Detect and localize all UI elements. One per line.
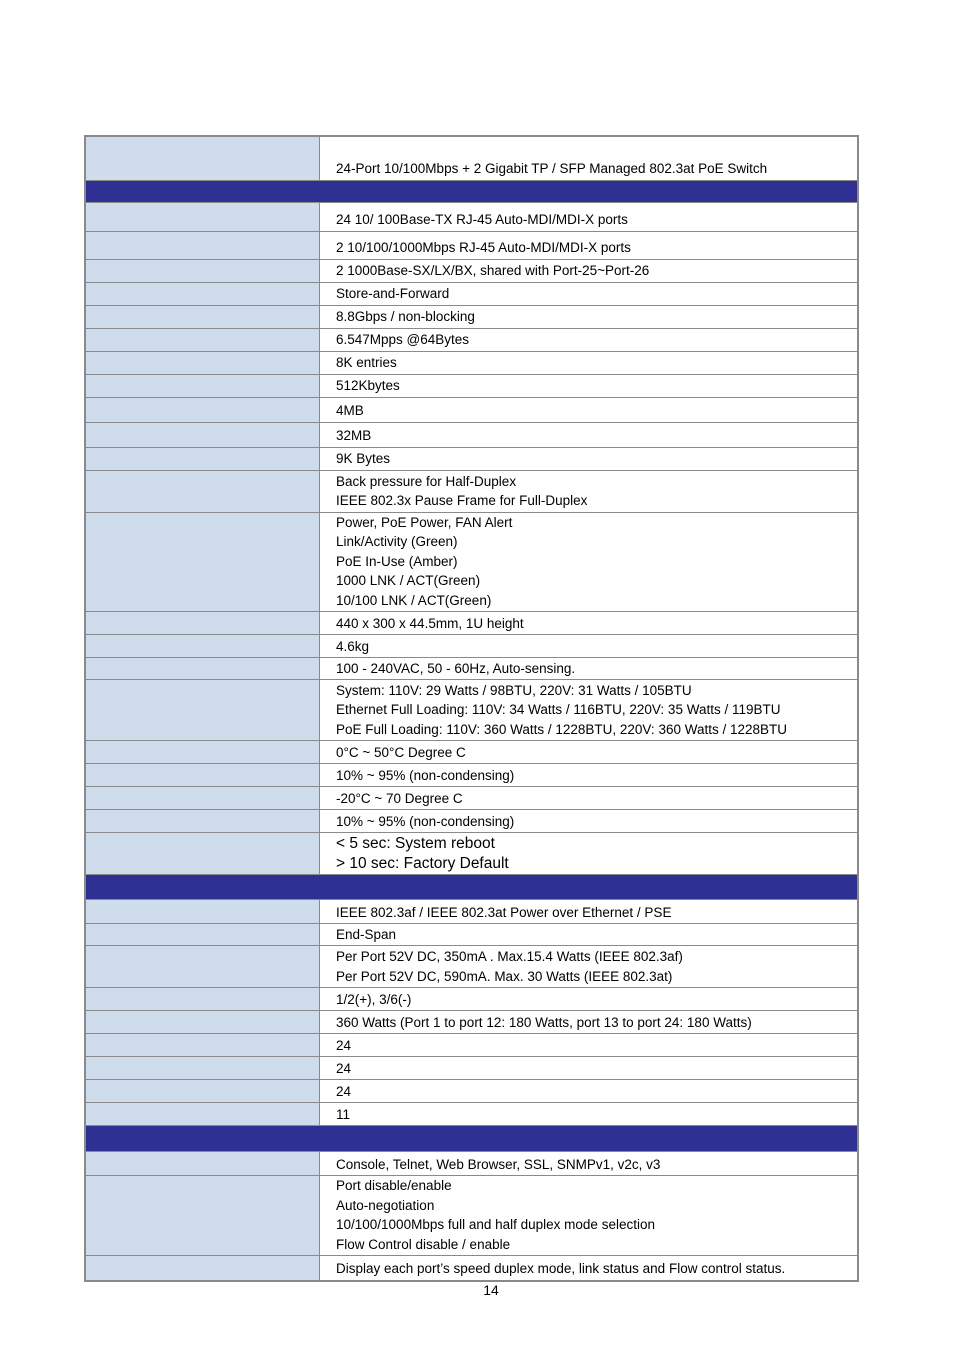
spec-value-line: 8.8Gbps / non-blocking	[336, 309, 475, 324]
spec-value-line: 100 - 240VAC, 50 - 60Hz, Auto-sensing.	[336, 660, 576, 676]
spec-row	[85, 136, 858, 180]
spec-value-cell	[320, 282, 859, 305]
spec-value-cell	[320, 1057, 859, 1080]
section-header-bar	[85, 1126, 858, 1152]
spec-label-cell	[85, 447, 320, 470]
spec-row	[85, 397, 858, 422]
spec-value-line: 360 Watts (Port 1 to port 12: 180 Watts, port 13 to port 24: 180 Watts)	[336, 1014, 752, 1030]
spec-label-cell	[85, 635, 320, 658]
spec-row	[85, 1103, 858, 1126]
spec-value-line: > 10 sec: Factory Default	[336, 854, 509, 872]
spec-label-cell	[85, 1034, 320, 1057]
spec-row	[85, 259, 858, 282]
spec-row	[85, 741, 858, 764]
spec-label-cell	[85, 1256, 320, 1281]
spec-label-cell	[85, 231, 320, 259]
specification-table	[84, 135, 859, 1282]
spec-value-cell	[320, 1176, 859, 1256]
spec-row	[85, 1034, 858, 1057]
spec-value-line: Auto-negotiation	[336, 1197, 435, 1213]
spec-value-cell	[320, 447, 859, 470]
spec-value-cell	[320, 512, 859, 612]
spec-value-cell	[320, 741, 859, 764]
spec-row	[85, 328, 858, 351]
spec-value-line: Per Port 52V DC, 350mA . Max.15.4 Watts (IEEE 802.3af)	[336, 949, 683, 964]
spec-row	[85, 1057, 858, 1080]
spec-value-line: 2 1000Base-SX/LX/BX, shared with Port-25~Port-26	[336, 263, 650, 278]
spec-value-cell	[320, 351, 859, 374]
spec-value-line: System: 110V: 29 Watts / 98BTU, 220V: 31 Watts / 105BTU	[336, 682, 692, 698]
spec-label-cell	[85, 136, 320, 180]
spec-value-line: IEEE 802.3af / IEEE 802.3at Power over Ethernet / PSE	[336, 904, 672, 920]
spec-value-cell	[320, 259, 859, 282]
spec-row	[85, 810, 858, 833]
spec-row	[85, 374, 858, 397]
spec-value-line: Ethernet Full Loading: 110V: 34 Watts / 116BTU, 220V: 35 Watts / 119BTU	[336, 702, 781, 717]
spec-value-cell	[320, 787, 859, 810]
section-header-bar	[85, 180, 858, 202]
spec-value-cell	[320, 422, 859, 447]
spec-row	[85, 351, 858, 374]
spec-row	[85, 512, 858, 612]
spec-value-line: 24	[336, 1083, 352, 1099]
spec-label-cell	[85, 924, 320, 946]
spec-value-cell	[320, 1103, 859, 1126]
spec-value-line: 0°C ~ 50°C Degree C	[336, 744, 466, 760]
spec-value-line: Display each port’s speed duplex mode, link status and Flow control status.	[336, 1261, 786, 1276]
spec-value-cell	[320, 680, 859, 741]
spec-label-cell	[85, 612, 320, 635]
spec-value-line: 440 x 300 x 44.5mm, 1U height	[336, 615, 524, 631]
section-header-row	[85, 180, 858, 202]
spec-value-line: 24-Port 10/100Mbps + 2 Gigabit TP / SFP Managed 802.3at PoE Switch	[336, 161, 768, 176]
spec-label-cell	[85, 282, 320, 305]
spec-label-cell	[85, 328, 320, 351]
spec-value-line: Console, Telnet, Web Browser, SSL, SNMPv1, v2c, v3	[336, 1156, 661, 1172]
spec-label-cell	[85, 810, 320, 833]
spec-value-cell	[320, 946, 859, 988]
spec-row	[85, 282, 858, 305]
spec-label-cell	[85, 202, 320, 231]
spec-row	[85, 422, 858, 447]
spec-value-line: 9K Bytes	[336, 451, 391, 466]
spec-value-line: Flow Control disable / enable	[336, 1236, 511, 1252]
spec-value-line: 24 10/ 100Base-TX RJ-45 Auto-MDI/MDI-X ports	[336, 212, 628, 227]
spec-label-cell	[85, 741, 320, 764]
spec-value-cell	[320, 470, 859, 512]
spec-value-line: 10/100/1000Mbps full and half duplex mode selection	[336, 1217, 655, 1232]
section-header-row	[85, 875, 858, 900]
spec-row	[85, 787, 858, 810]
spec-row	[85, 764, 858, 787]
spec-row	[85, 447, 858, 470]
spec-label-cell	[85, 305, 320, 328]
spec-value-line: 1000 LNK / ACT(Green)	[336, 573, 481, 588]
spec-value-line: 10% ~ 95% (non-condensing)	[336, 813, 515, 829]
section-header-row	[85, 1126, 858, 1152]
spec-value-line: -20°C ~ 70 Degree C	[336, 790, 463, 806]
spec-value-cell	[320, 900, 859, 924]
spec-value-cell	[320, 1011, 859, 1034]
spec-value-cell	[320, 658, 859, 680]
spec-label-cell	[85, 787, 320, 810]
spec-label-cell	[85, 1103, 320, 1126]
spec-label-cell	[85, 351, 320, 374]
spec-value-line: 512Kbytes	[336, 378, 400, 393]
spec-row	[85, 924, 858, 946]
spec-row	[85, 470, 858, 512]
spec-row	[85, 612, 858, 635]
spec-label-cell	[85, 833, 320, 875]
spec-value-line: 2 10/100/1000Mbps RJ-45 Auto-MDI/MDI-X ports	[336, 240, 631, 255]
spec-label-cell	[85, 1176, 320, 1256]
spec-value-line: Back pressure for Half-Duplex	[336, 473, 517, 489]
spec-value-line: 10/100 LNK / ACT(Green)	[336, 592, 492, 608]
spec-row	[85, 1011, 858, 1034]
spec-value-line: Port disable/enable	[336, 1178, 452, 1193]
spec-label-cell	[85, 374, 320, 397]
spec-row	[85, 680, 858, 741]
spec-row	[85, 1176, 858, 1256]
spec-label-cell	[85, 658, 320, 680]
spec-row	[85, 202, 858, 231]
spec-label-cell	[85, 680, 320, 741]
spec-label-cell	[85, 1080, 320, 1103]
spec-value-line: 6.547Mpps @64Bytes	[336, 332, 470, 347]
spec-value-cell	[320, 397, 859, 422]
spec-value-line: IEEE 802.3x Pause Frame for Full-Duplex	[336, 493, 588, 508]
spec-value-line: 4MB	[336, 403, 364, 418]
spec-row	[85, 305, 858, 328]
spec-value-cell	[320, 988, 859, 1011]
spec-value-line: PoE In-Use (Amber)	[336, 553, 458, 569]
page-number: 14	[483, 1282, 499, 1298]
spec-label-cell	[85, 946, 320, 988]
spec-row	[85, 1256, 858, 1281]
spec-value-cell	[320, 374, 859, 397]
spec-value-cell	[320, 231, 859, 259]
spec-value-cell	[320, 924, 859, 946]
spec-value-line: 4.6kg	[336, 638, 370, 654]
spec-value-cell	[320, 1080, 859, 1103]
spec-value-cell	[320, 305, 859, 328]
spec-value-line: 32MB	[336, 428, 372, 443]
spec-value-cell	[320, 612, 859, 635]
spec-value-line: End-Span	[336, 926, 397, 942]
spec-row	[85, 900, 858, 924]
spec-row	[85, 988, 858, 1011]
section-header-bar	[85, 875, 858, 900]
spec-row	[85, 946, 858, 988]
spec-label-cell	[85, 1057, 320, 1080]
spec-label-cell	[85, 900, 320, 924]
specification-table-body	[85, 136, 858, 1281]
spec-row	[85, 658, 858, 680]
spec-label-cell	[85, 1152, 320, 1176]
spec-value-cell	[320, 833, 859, 875]
spec-label-cell	[85, 259, 320, 282]
spec-label-cell	[85, 988, 320, 1011]
spec-value-cell	[320, 202, 859, 231]
spec-value-cell	[320, 1152, 859, 1176]
spec-label-cell	[85, 764, 320, 787]
spec-value-cell	[320, 136, 859, 180]
spec-value-line: Store-and-Forward	[336, 286, 450, 301]
spec-value-line: Power, PoE Power, FAN Alert	[336, 514, 513, 530]
spec-value-cell	[320, 328, 859, 351]
spec-value-line: PoE Full Loading: 110V: 360 Watts / 1228BTU, 220V: 360 Watts / 1228BTU	[336, 721, 787, 737]
spec-row	[85, 1152, 858, 1176]
spec-value-cell	[320, 1256, 859, 1281]
spec-value-line: Link/Activity (Green)	[336, 534, 458, 549]
spec-value-line: 8K entries	[336, 355, 397, 370]
spec-value-cell	[320, 1034, 859, 1057]
spec-value-line: Per Port 52V DC, 590mA. Max. 30 Watts (IEEE 802.3at)	[336, 968, 673, 984]
spec-row	[85, 833, 858, 875]
spec-value-line: 24	[336, 1037, 352, 1053]
spec-label-cell	[85, 1011, 320, 1034]
spec-label-cell	[85, 512, 320, 612]
spec-value-line: 10% ~ 95% (non-condensing)	[336, 767, 515, 783]
spec-row	[85, 635, 858, 658]
spec-label-cell	[85, 397, 320, 422]
spec-value-line: 11	[336, 1106, 351, 1122]
spec-label-cell	[85, 470, 320, 512]
spec-value-line: 24	[336, 1060, 352, 1076]
spec-value-line: 1/2(+), 3/6(-)	[336, 991, 412, 1007]
spec-row	[85, 1080, 858, 1103]
spec-value-cell	[320, 635, 859, 658]
spec-value-cell	[320, 810, 859, 833]
spec-value-line: < 5 sec: System reboot	[336, 835, 495, 852]
spec-row	[85, 231, 858, 259]
spec-value-cell	[320, 764, 859, 787]
spec-label-cell	[85, 422, 320, 447]
